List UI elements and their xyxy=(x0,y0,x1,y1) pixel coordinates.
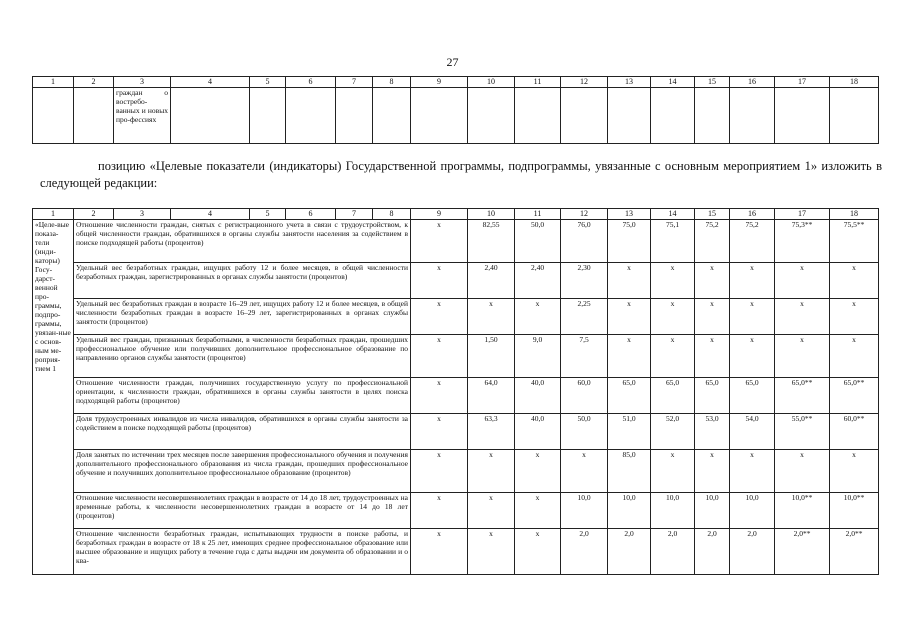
indicator-value: х xyxy=(775,263,830,299)
indicator-value: х xyxy=(411,529,468,575)
indicator-value: 10,0 xyxy=(561,493,608,529)
column-number-header: 6 xyxy=(286,77,336,88)
indicator-value: х xyxy=(608,299,651,335)
table-row xyxy=(33,263,879,299)
column-number-header: 10 xyxy=(468,209,515,220)
indicator-value: 2,0 xyxy=(561,529,608,575)
indicator-value: 2,25 xyxy=(561,299,608,335)
indicator-value: 85,0 xyxy=(608,450,651,493)
indicator-value: 2,40 xyxy=(468,263,515,299)
indicator-value: 60,0** xyxy=(830,414,879,450)
indicator-value: х xyxy=(411,414,468,450)
indicator-value: 40,0 xyxy=(515,378,561,414)
column-number-header: 4 xyxy=(171,77,250,88)
indicator-value: 53,0 xyxy=(695,414,730,450)
column-number-header: 5 xyxy=(250,209,286,220)
indicator-value: х xyxy=(515,529,561,575)
indicator-value: х xyxy=(411,450,468,493)
indicator-value: 10,0 xyxy=(730,493,775,529)
column-number-header: 2 xyxy=(74,77,114,88)
indicator-value: х xyxy=(651,263,695,299)
column-number-header: 11 xyxy=(515,77,561,88)
indicator-value: 10,0 xyxy=(651,493,695,529)
column-number-header: 16 xyxy=(730,77,775,88)
instruction-text: позицию «Целевые показатели (индикаторы) Государственной программы, подпрограммы, увязанные с основным мероприятием 1» изложить в следующей редакции: xyxy=(40,159,882,190)
table-row xyxy=(33,493,879,529)
indicator-value: 7,5 xyxy=(561,335,608,378)
indicator-description: Отношение численности граждан, снятых с регистрационного учета в связи с трудоустройством, к общей численности граждан, обратившихся в органы службы занятости населения за содействием в поиске подходящей работы (процентов) xyxy=(74,220,411,263)
column-number-header: 18 xyxy=(830,209,879,220)
column-number-header: 5 xyxy=(250,77,286,88)
indicator-value: х xyxy=(730,299,775,335)
indicator-value: х xyxy=(830,335,879,378)
column-number-header: 13 xyxy=(608,77,651,88)
indicator-value: 65,0 xyxy=(695,378,730,414)
indicator-value: 76,0 xyxy=(561,220,608,263)
indicator-description: Отношение численности несовершеннолетних граждан в возрасте от 14 до 18 лет, трудоустроенных на временные работы, к численности несовершеннолетних граждан в возрасте от 14 до 18 лет (процентов) xyxy=(74,493,411,529)
column-number-header: 14 xyxy=(651,77,695,88)
indicator-value: х xyxy=(561,450,608,493)
main-table xyxy=(32,208,879,575)
indicator-value: х xyxy=(695,299,730,335)
column-number-header: 6 xyxy=(286,209,336,220)
indicator-value: 2,30 xyxy=(561,263,608,299)
indicator-value: х xyxy=(695,263,730,299)
column-number-header: 14 xyxy=(651,209,695,220)
indicator-description: Доля занятых по истечении трех месяцев после завершения профессионального обучения и получения дополнительного профессионального образования из числа граждан, прошедших профессиональное обучение и получивших дополнительное профессиональное образование (процентов) xyxy=(74,450,411,493)
indicator-value: 40,0 xyxy=(515,414,561,450)
table-row xyxy=(33,220,879,263)
indicator-value: 10,0 xyxy=(695,493,730,529)
indicator-value: х xyxy=(411,335,468,378)
column-number-header: 15 xyxy=(695,77,730,88)
table-row xyxy=(33,414,879,450)
indicator-value: х xyxy=(468,299,515,335)
column-number-header: 8 xyxy=(373,77,411,88)
indicator-value: х xyxy=(515,450,561,493)
indicator-value: х xyxy=(830,450,879,493)
indicator-value: 64,0 xyxy=(468,378,515,414)
indicator-value: 75,2 xyxy=(730,220,775,263)
indicator-value: х xyxy=(651,299,695,335)
table-row xyxy=(33,299,879,335)
indicator-value: х xyxy=(468,529,515,575)
indicator-value: 2,0 xyxy=(695,529,730,575)
indicator-value: х xyxy=(775,299,830,335)
table-row xyxy=(33,378,879,414)
indicator-value: 65,0 xyxy=(608,378,651,414)
indicator-value: 65,0 xyxy=(730,378,775,414)
indicator-value: х xyxy=(411,493,468,529)
indicator-value: 82,55 xyxy=(468,220,515,263)
indicator-value: 10,0 xyxy=(608,493,651,529)
column-number-header: 12 xyxy=(561,209,608,220)
column-number-header: 16 xyxy=(730,209,775,220)
indicator-value: х xyxy=(468,450,515,493)
indicator-value: 2,0** xyxy=(830,529,879,575)
indicator-value: х xyxy=(695,335,730,378)
top-table xyxy=(32,76,879,144)
indicator-value: х xyxy=(730,263,775,299)
column-number-header: 7 xyxy=(336,77,373,88)
indicator-value: х xyxy=(411,220,468,263)
table-row xyxy=(33,450,879,493)
column-number-header: 1 xyxy=(33,77,74,88)
indicator-value: х xyxy=(468,493,515,529)
indicator-value: х xyxy=(730,450,775,493)
indicator-value: х xyxy=(411,378,468,414)
column-number-header: 17 xyxy=(775,77,830,88)
column-number-header: 9 xyxy=(411,209,468,220)
indicator-value: х xyxy=(411,263,468,299)
indicator-value: 75,3** xyxy=(775,220,830,263)
indicator-description: Удельный вес безработных граждан в возрасте 16–29 лет, ищущих работу 12 и более месяцев, в общей численности безработных граждан в возрасте 16–29 лет, зарегистрированных в органах службы занятости (процентов) xyxy=(74,299,411,335)
column-number-header: 1 xyxy=(33,209,74,220)
indicator-value: х xyxy=(830,263,879,299)
table-row xyxy=(33,335,879,378)
indicator-value: 55,0** xyxy=(775,414,830,450)
column-number-header: 3 xyxy=(114,209,171,220)
indicator-value: 65,0** xyxy=(830,378,879,414)
column-number-header: 7 xyxy=(336,209,373,220)
indicator-value: 75,0 xyxy=(608,220,651,263)
top-table-col3-text: граждан о востребо-ванных и новых про-фессиях xyxy=(114,88,171,144)
column-number-header: 18 xyxy=(830,77,879,88)
indicator-value: х xyxy=(651,335,695,378)
indicator-group-label: «Целе-вые показа-тели (инди-каторы) Госу-дарст-венной про-граммы, подпро-граммы, увязан-ные с основ-ным ме-роприя-тием 1 xyxy=(33,220,74,575)
indicator-value: 54,0 xyxy=(730,414,775,450)
indicator-value: 65,0** xyxy=(775,378,830,414)
indicator-value: 75,2 xyxy=(695,220,730,263)
indicator-value: 10,0** xyxy=(775,493,830,529)
indicator-value: х xyxy=(730,335,775,378)
column-number-header: 2 xyxy=(74,209,114,220)
indicator-value: 52,0 xyxy=(651,414,695,450)
indicator-description: Удельный вес безработных граждан, ищущих работу 12 и более месяцев, в общей численности безработных граждан, зарегистрированных в органах службы занятости (процентов) xyxy=(74,263,411,299)
indicator-value: х xyxy=(515,299,561,335)
column-number-header: 3 xyxy=(114,77,171,88)
indicator-value: 1,50 xyxy=(468,335,515,378)
indicator-description: Доля трудоустроенных инвалидов из числа инвалидов, обратившихся в органы службы занятости за содействием в поиске подходящей работы (процентов) xyxy=(74,414,411,450)
column-number-header: 13 xyxy=(608,209,651,220)
column-number-header: 8 xyxy=(373,209,411,220)
indicator-value: х xyxy=(608,263,651,299)
indicator-value: х xyxy=(411,299,468,335)
indicator-value: х xyxy=(775,450,830,493)
indicator-description: Отношение численности безработных граждан, испытывающих трудности в поиске работы, и безработных граждан в возрасте от 18 к 25 лет, имеющих среднее профессиональное образование или высшее образование и ищущих работу в течение года с даты выдачи им документа об образовании и о ква- xyxy=(74,529,411,575)
instruction-paragraph xyxy=(40,158,882,192)
indicator-value: 60,0 xyxy=(561,378,608,414)
indicator-value: х xyxy=(608,335,651,378)
indicator-description: Удельный вес граждан, признанных безработными, в численности безработных граждан, прошедших профессиональное обучение или получивших дополнительное профессиональное образование по направлению органов службы занятости (процентов) xyxy=(74,335,411,378)
indicator-value: 50,0 xyxy=(515,220,561,263)
indicator-value: х xyxy=(775,335,830,378)
column-number-header: 4 xyxy=(171,209,250,220)
column-number-header: 9 xyxy=(411,77,468,88)
indicator-value: 10,0** xyxy=(830,493,879,529)
indicator-value: 63,3 xyxy=(468,414,515,450)
indicator-value: 51,0 xyxy=(608,414,651,450)
column-number-header: 10 xyxy=(468,77,515,88)
column-number-header: 12 xyxy=(561,77,608,88)
indicator-value: 65,0 xyxy=(651,378,695,414)
indicator-value: 75,5** xyxy=(830,220,879,263)
indicator-description: Отношение численности граждан, получивших государственную услугу по профессиональной ориентации, к численности граждан, обратившихся в органы службы занятости в целях поиска подходящей работы (процентов) xyxy=(74,378,411,414)
indicator-value: 2,0 xyxy=(651,529,695,575)
indicator-value: х xyxy=(651,450,695,493)
indicator-value: х xyxy=(515,493,561,529)
indicator-value: 2,0** xyxy=(775,529,830,575)
indicator-value: 75,1 xyxy=(651,220,695,263)
column-number-header: 15 xyxy=(695,209,730,220)
column-number-header: 11 xyxy=(515,209,561,220)
table-row xyxy=(33,529,879,575)
page-number: 27 xyxy=(446,55,459,69)
indicator-value: х xyxy=(695,450,730,493)
indicator-value: 2,0 xyxy=(730,529,775,575)
indicator-value: 2,40 xyxy=(515,263,561,299)
indicator-value: х xyxy=(830,299,879,335)
column-number-header: 17 xyxy=(775,209,830,220)
indicator-value: 9,0 xyxy=(515,335,561,378)
indicator-value: 50,0 xyxy=(561,414,608,450)
indicator-value: 2,0 xyxy=(608,529,651,575)
